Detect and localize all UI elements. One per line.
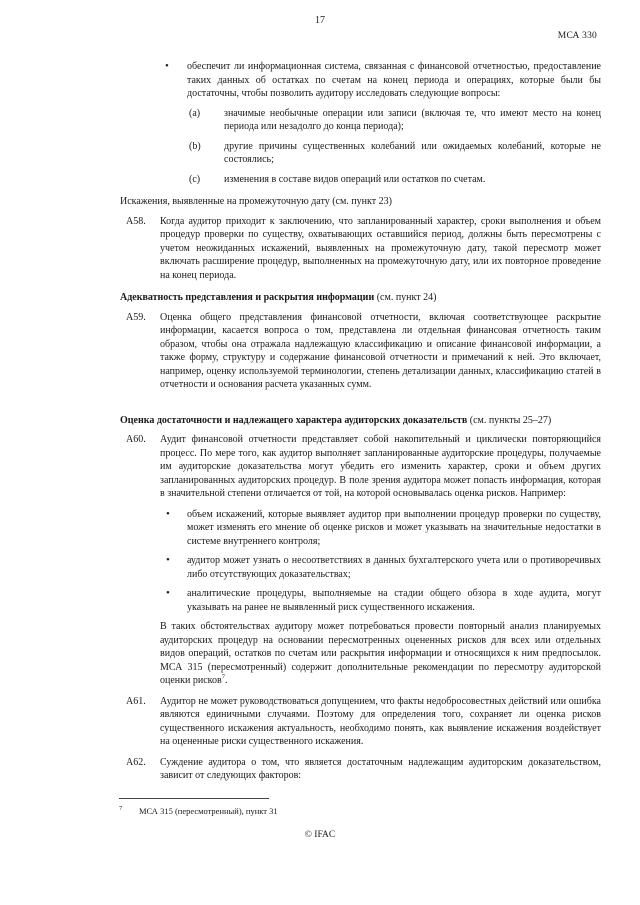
sub-item-label: (c) [189,173,201,185]
paragraph-number: A60. [126,434,146,445]
paragraph-a58 [101,215,601,283]
sub-item-label: (b) [189,140,201,152]
standard-label: МСА 330 [557,31,597,41]
a60-continuation [101,620,601,688]
bullet-icon: • [165,60,169,72]
paragraph-number: A62. [126,756,146,768]
intro-bullet-text: обеспечит ли информационная система, связанная с финансовой отчетностью, предоставление таких данных об остатках по счетам на конец периода и операциях, которые были бы достаточны, чтобы позволить аудитору исследовать следующие вопросы: [187,61,601,99]
a60-bullet-3 [101,587,601,614]
section-heading-ref: (см. пункты 25–27) [467,414,552,426]
section-heading-bold: Оценка достаточности и надлежащего характера аудиторских доказательств [120,414,468,426]
sub-item-text: значимые необычные операции или записи (включая те, что имеют место на конец периода или незадолго до конца периода); [224,107,601,132]
section-heading-evidence [120,414,601,428]
paragraph-a59 [101,311,601,392]
paragraph-a60 [101,433,601,501]
bullet-icon: • [166,587,170,599]
section-heading-bold: Адекватность представления и раскрытия информации [120,292,375,303]
page-number: 17 [315,15,325,26]
a60-bullet-2 [101,554,601,581]
sub-item-b [101,140,601,167]
sub-item-label: (a) [189,107,201,119]
page-content [101,60,601,790]
copyright-footer: © IFAC [304,830,336,840]
sub-item-a [101,107,601,134]
footnote: 7 МСА 315 (пересмотренный), пункт 31 [119,805,278,816]
bullet-text: аналитические процедуры, выполняемые на стадии общего обзора в ходе аудита, могут указывать на ранее не выявленный риск существенного искажения. [187,588,601,613]
section-heading-presentation [120,291,601,305]
section-heading-ref: (см. пункт 24) [374,292,437,303]
paragraph-text: Оценка общего представления финансовой отчетности, включая соответствующее раскрытие информации, касается вопроса о том, представлена ли отдельная финансовая отчетность таким образом, чтобы она отражала надлежащую классификацию и описание финансовой информации, а также форму, структуру и содержание финансовой отчетности и примечаний к ней. Это включает, например, оценку используемой терминологии, степень детализации данных, классификацию статей в отчетности и основания расчета указанных сумм. [160,311,601,390]
sub-item-c [101,173,601,187]
paragraph-number: A61. [126,695,146,707]
bullet-text: аудитор может узнать о несоответствиях в данных бухгалтерского учета или о противоречивых либо отсутствующих доказательствах; [187,555,601,580]
section-heading-interim-misstatements [120,195,601,209]
paragraph-text: Суждение аудитора о том, что является достаточным надлежащим аудиторским доказательством, зависит от следующих факторов: [160,756,601,781]
bullet-icon: • [166,554,170,566]
paragraph-number: A58. [126,215,146,227]
paragraph-text: Когда аудитор приходит к заключению, что запланированный характер, сроки выполнения и объем процедур проверки по существу, охватывающих оставшийся период, должны быть пересмотрены с учетом неожиданных искажений, выявленных на промежуточную дату, такой пересмотр может включать расширение процедур, выполненных на промежуточную дату, или их повторное проведение на конец периода. [160,215,601,281]
bullet-text: объем искажений, которые выявляет аудитор при выполнении процедур проверки по существу, может изменять его мнение об оценке рисков и может указывать на значительные недостатки в системе внутреннего контроля; [187,508,601,547]
footnote-text: МСА 315 (пересмотренный), пункт 31 [139,806,278,816]
sub-item-text: изменения в составе видов операций или остатков по счетам. [224,173,486,185]
a60-bullet-1 [101,508,601,549]
paragraph-text: Аудит финансовой отчетности представляет собой накопительный и циклически повторяющийся процесс. По мере того, как аудитор выполняет запланированные аудиторские процедуры, получаемые им аудиторские доказательства могут убедить его изменить характер, сроки и объем других запланированных аудиторских процедур. В поле зрения аудитора может попасть информация, которая в значительной степени отличается от той, на которой основывалась оценка рисков. Например: [160,434,601,499]
footnote-reference: 7 [221,673,225,681]
paragraph-a61 [101,695,601,749]
bullet-icon: • [166,507,170,520]
sub-item-text: другие причины существенных колебаний или ожидаемых колебаний, которые не состоялись; [224,140,601,165]
paragraph-text: Аудитор не может руководствоваться допущением, что факты недобросовестных действий или ошибка являются единичными случаями. Поэтому для определения того, сохраняет ли оценка рисков существенного искажения актуальность, необходимо понять, как выявление искажения воздействует на оцененные риски существенного искажения. [160,695,601,747]
paragraph-number: A59. [126,311,146,323]
intro-bullet [101,60,601,101]
continuation-end: . [224,675,228,686]
footnote-divider [119,798,269,799]
section-heading-text: Искажения, выявленные на промежуточную дату (см. пункт 23) [120,196,392,207]
continuation-text: В таких обстоятельствах аудитору может потребоваться провести повторный анализ планируемых аудиторских процедур на основании пересмотренных оцененных рисков для всех или отдельных видов операций, остатков по счетам или раскрытия информации и относящихся к ним предпосылок. МСА 315 (пересмотренный) содержит дополнительные рекомендации по пересмотру аудиторской оценки рисков [160,621,601,686]
paragraph-a62 [101,756,601,783]
